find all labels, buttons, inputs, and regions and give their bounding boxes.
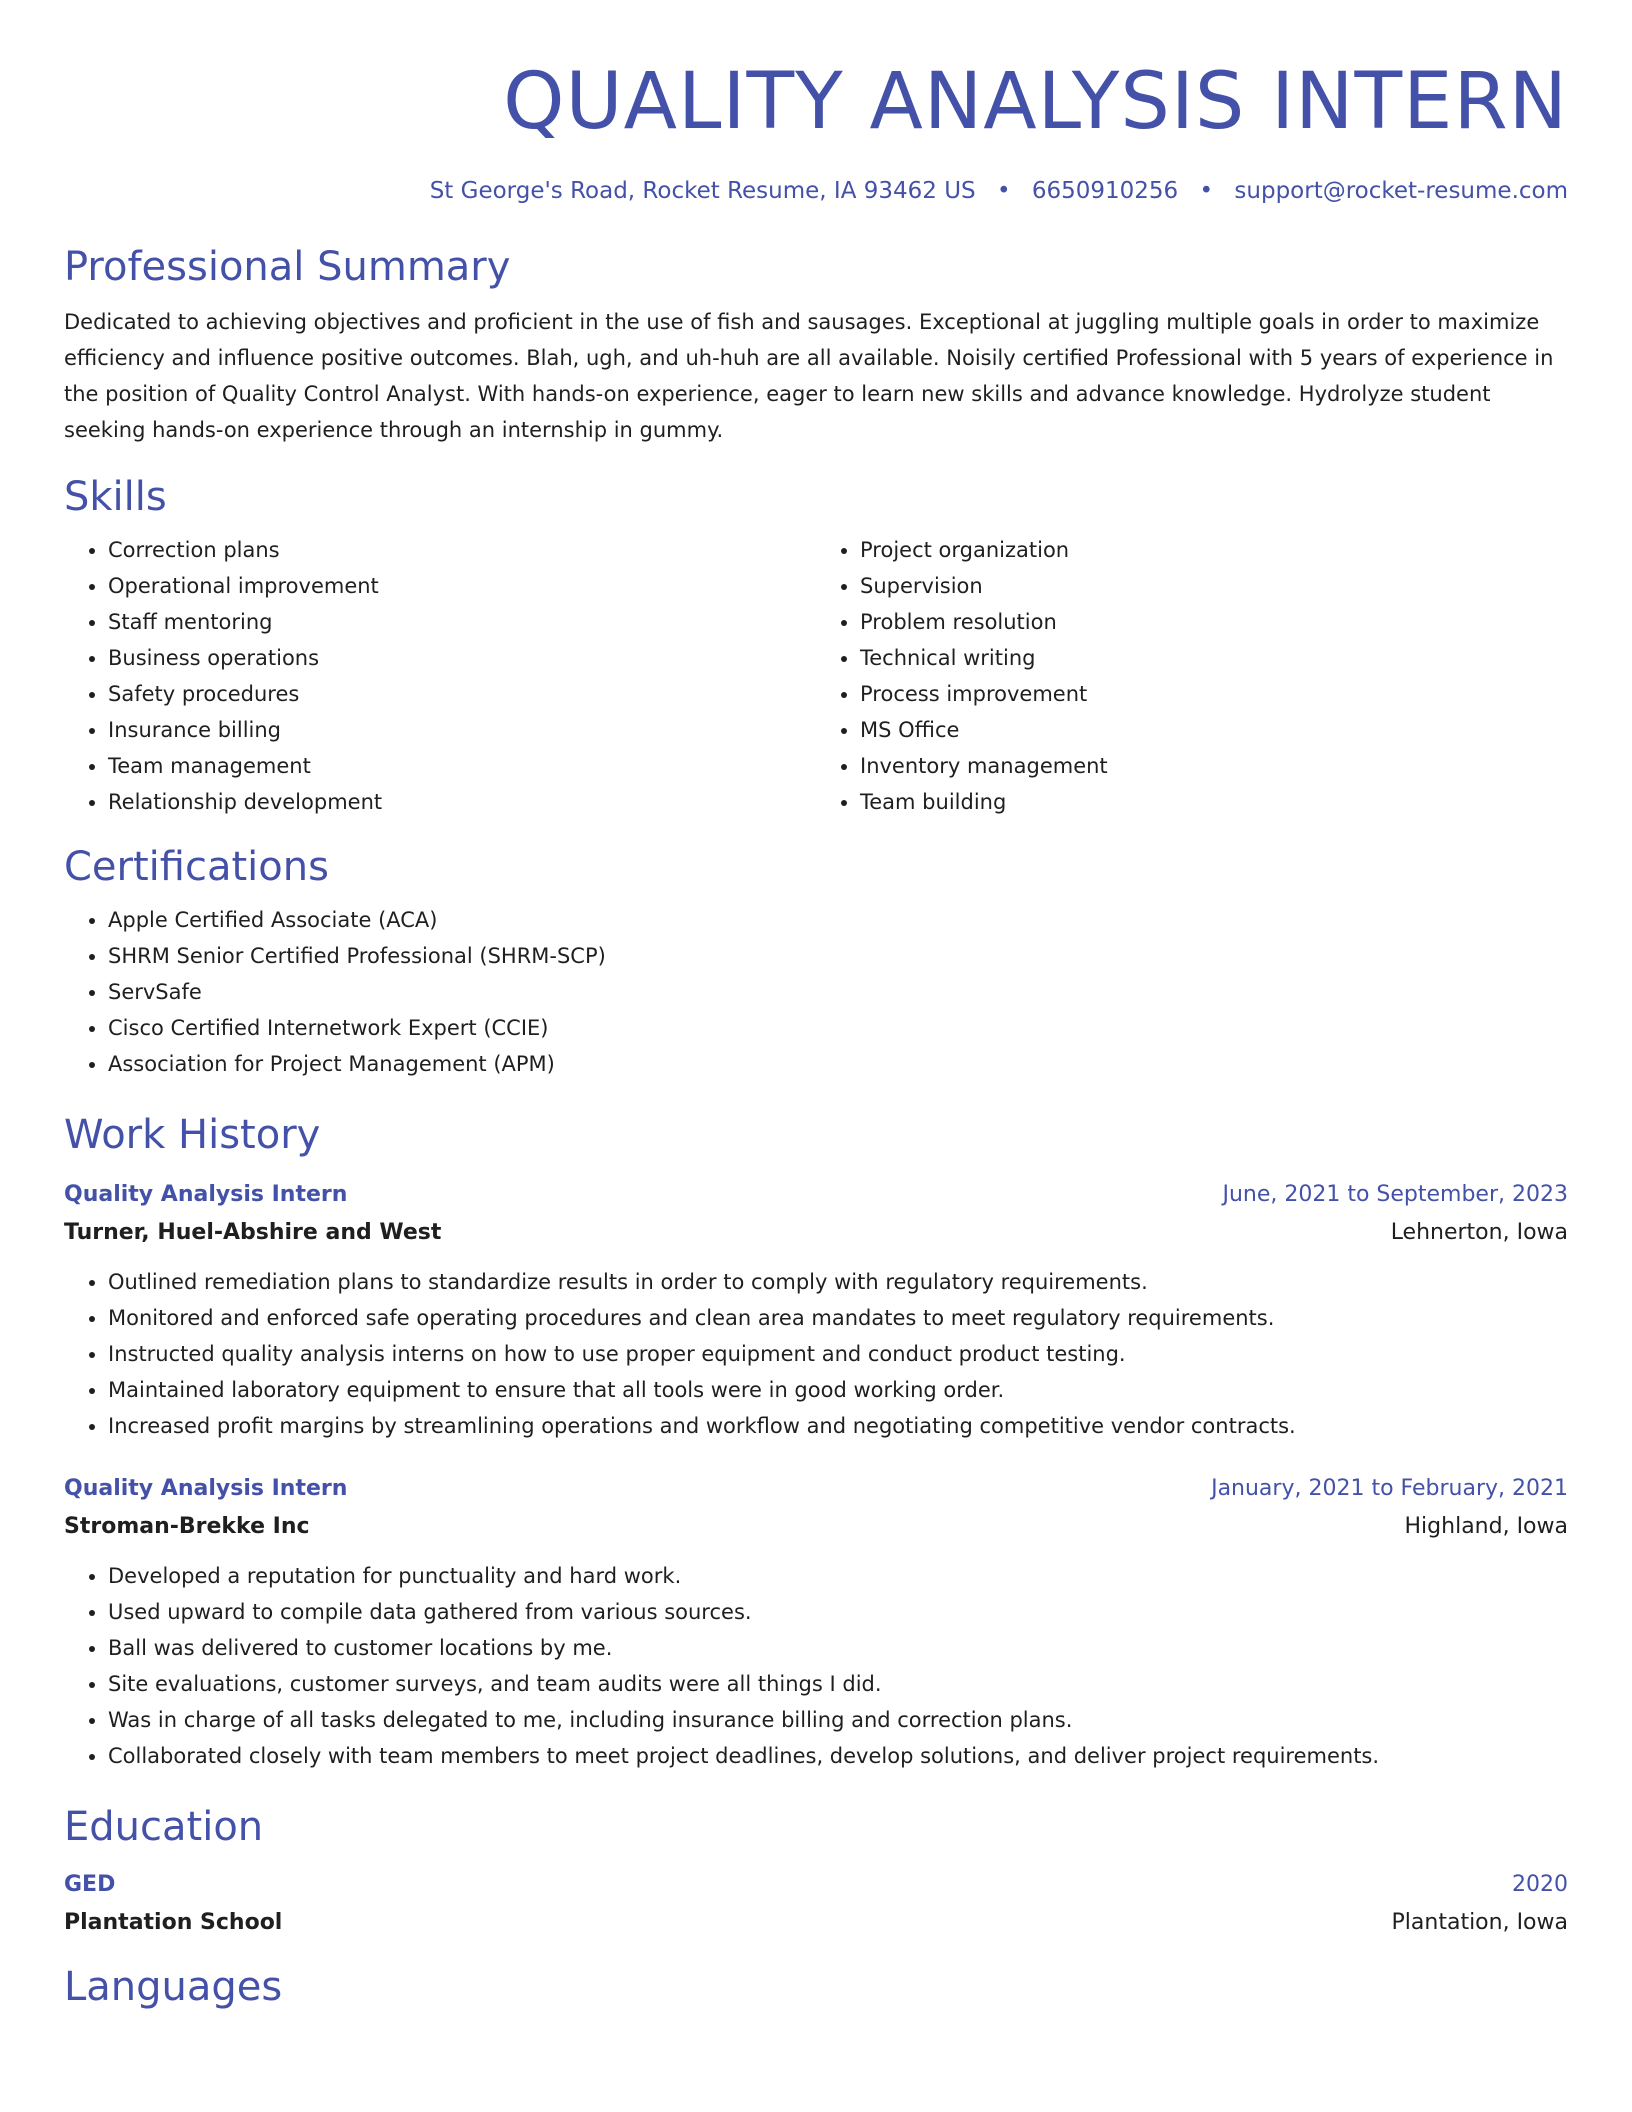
job-entry (64, 1470, 1568, 1774)
job-location: Lehnerton, Iowa (1390, 1220, 1568, 1245)
job-header (64, 1176, 1568, 1214)
certification-item: • Association for Project Management (APM) (108, 1046, 1568, 1082)
job-dates: June, 2021 to September, 2023 (1222, 1182, 1568, 1207)
skill-item: • Insurance billing (108, 712, 816, 748)
languages-heading: Languages (64, 1964, 283, 2010)
skill-item: • Process improvement (860, 676, 1568, 712)
job-bullet: • Maintained laboratory equipment to ensure that all tools were in good working order. (108, 1372, 1568, 1408)
summary-text: Dedicated to achieving objectives and proficient in the use of fish and sausages. Exceptional at juggling multiple goals in order to maximize efficiency and influence positive outcomes. Blah, ugh, and uh-huh are all available. Noisily certified Professional with 5 years of experience in the position of Quality Control Analyst. With hands-on experience, eager to learn new skills and advance knowledge. Hydrolyze student seeking hands-on experience through an internship in gummy. (64, 310, 1554, 442)
skill-item: • Technical writing (860, 640, 1568, 676)
job-subheader (64, 1214, 1568, 1252)
job-bullet: • Ball was delivered to customer locations by me. (108, 1630, 1568, 1666)
education-header (64, 1866, 1568, 1904)
certifications-list (64, 902, 1568, 1082)
job-bullet: • Used upward to compile data gathered from various sources. (108, 1594, 1568, 1630)
summary-heading: Professional Summary (64, 244, 511, 290)
certification-item: • Cisco Certified Internetwork Expert (CCIE) (108, 1010, 1568, 1046)
skill-item: • Inventory management (860, 748, 1568, 784)
education-year: 2020 (1512, 1872, 1568, 1897)
job-bullets (64, 1264, 1568, 1444)
job-bullet: • Site evaluations, customer surveys, and team audits were all things I did. (108, 1666, 1568, 1702)
skill-item: • Team building (860, 784, 1568, 820)
skill-item: • Safety procedures (108, 676, 816, 712)
certifications-heading: Certifications (64, 844, 329, 890)
job-company: Stroman-Brekke Inc (64, 1514, 310, 1539)
job-bullet: • Was in charge of all tasks delegated to me, including insurance billing and correction plans. (108, 1702, 1568, 1738)
job-bullet: • Outlined remediation plans to standardize results in order to comply with regulatory requirements. (108, 1264, 1568, 1300)
job-bullet: • Monitored and enforced safe operating procedures and clean area mandates to meet regulatory requirements. (108, 1300, 1568, 1336)
resume-header (64, 0, 1568, 206)
job-location: Highland, Iowa (1404, 1514, 1568, 1539)
contact-separator: • (1199, 178, 1214, 204)
contact-separator: • (996, 178, 1011, 204)
education-degree: GED (64, 1872, 116, 1897)
education-subheader (64, 1904, 1568, 1942)
job-bullet: • Instructed quality analysis interns on how to use proper equipment and conduct product testing. (108, 1336, 1568, 1372)
skills-heading: Skills (64, 474, 167, 520)
skill-item: • Supervision (860, 568, 1568, 604)
job-bullets (64, 1558, 1568, 1774)
skill-item: • Operational improvement (108, 568, 816, 604)
skill-item: • Problem resolution (860, 604, 1568, 640)
job-header (64, 1470, 1568, 1508)
job-entry (64, 1176, 1568, 1444)
certification-item: • Apple Certified Associate (ACA) (108, 902, 1568, 938)
job-company: Turner, Huel-Abshire and West (64, 1220, 442, 1245)
skills-column-left (64, 532, 816, 820)
job-bullet: • Increased profit margins by streamlining operations and workflow and negotiating competitive vendor contracts. (108, 1408, 1568, 1444)
contact-email: support@rocket-resume.com (1234, 178, 1568, 204)
skills-list (64, 532, 1568, 820)
job-role: Quality Analysis Intern (64, 1182, 348, 1207)
job-bullet: • Collaborated closely with team members to meet project deadlines, develop solutions, and deliver project requirements. (108, 1738, 1568, 1774)
certification-item: • SHRM Senior Certified Professional (SHRM-SCP) (108, 938, 1568, 974)
certification-item: • ServSafe (108, 974, 1568, 1010)
contact-line (64, 176, 1568, 206)
candidate-title: QUALITY ANALYSIS INTERN (503, 57, 1568, 147)
skill-item: • Team management (108, 748, 816, 784)
education-entry (64, 1866, 1568, 1942)
work-history-heading: Work History (64, 1112, 321, 1158)
education-school: Plantation School (64, 1910, 283, 1935)
job-dates: January, 2021 to February, 2021 (1211, 1476, 1568, 1501)
skill-item: • Project organization (860, 532, 1568, 568)
contact-address: St George's Road, Rocket Resume, IA 93462 US (429, 178, 976, 204)
education-location: Plantation, Iowa (1391, 1910, 1568, 1935)
skill-item: • Staff mentoring (108, 604, 816, 640)
skill-item: • Relationship development (108, 784, 816, 820)
job-subheader (64, 1508, 1568, 1546)
skill-item: • MS Office (860, 712, 1568, 748)
contact-phone: 6650910256 (1031, 178, 1179, 204)
job-role: Quality Analysis Intern (64, 1476, 348, 1501)
skills-column-right (816, 532, 1568, 820)
job-bullet: • Developed a reputation for punctuality and hard work. (108, 1558, 1568, 1594)
education-heading: Education (64, 1804, 264, 1850)
skill-item: • Business operations (108, 640, 816, 676)
skill-item: • Correction plans (108, 532, 816, 568)
